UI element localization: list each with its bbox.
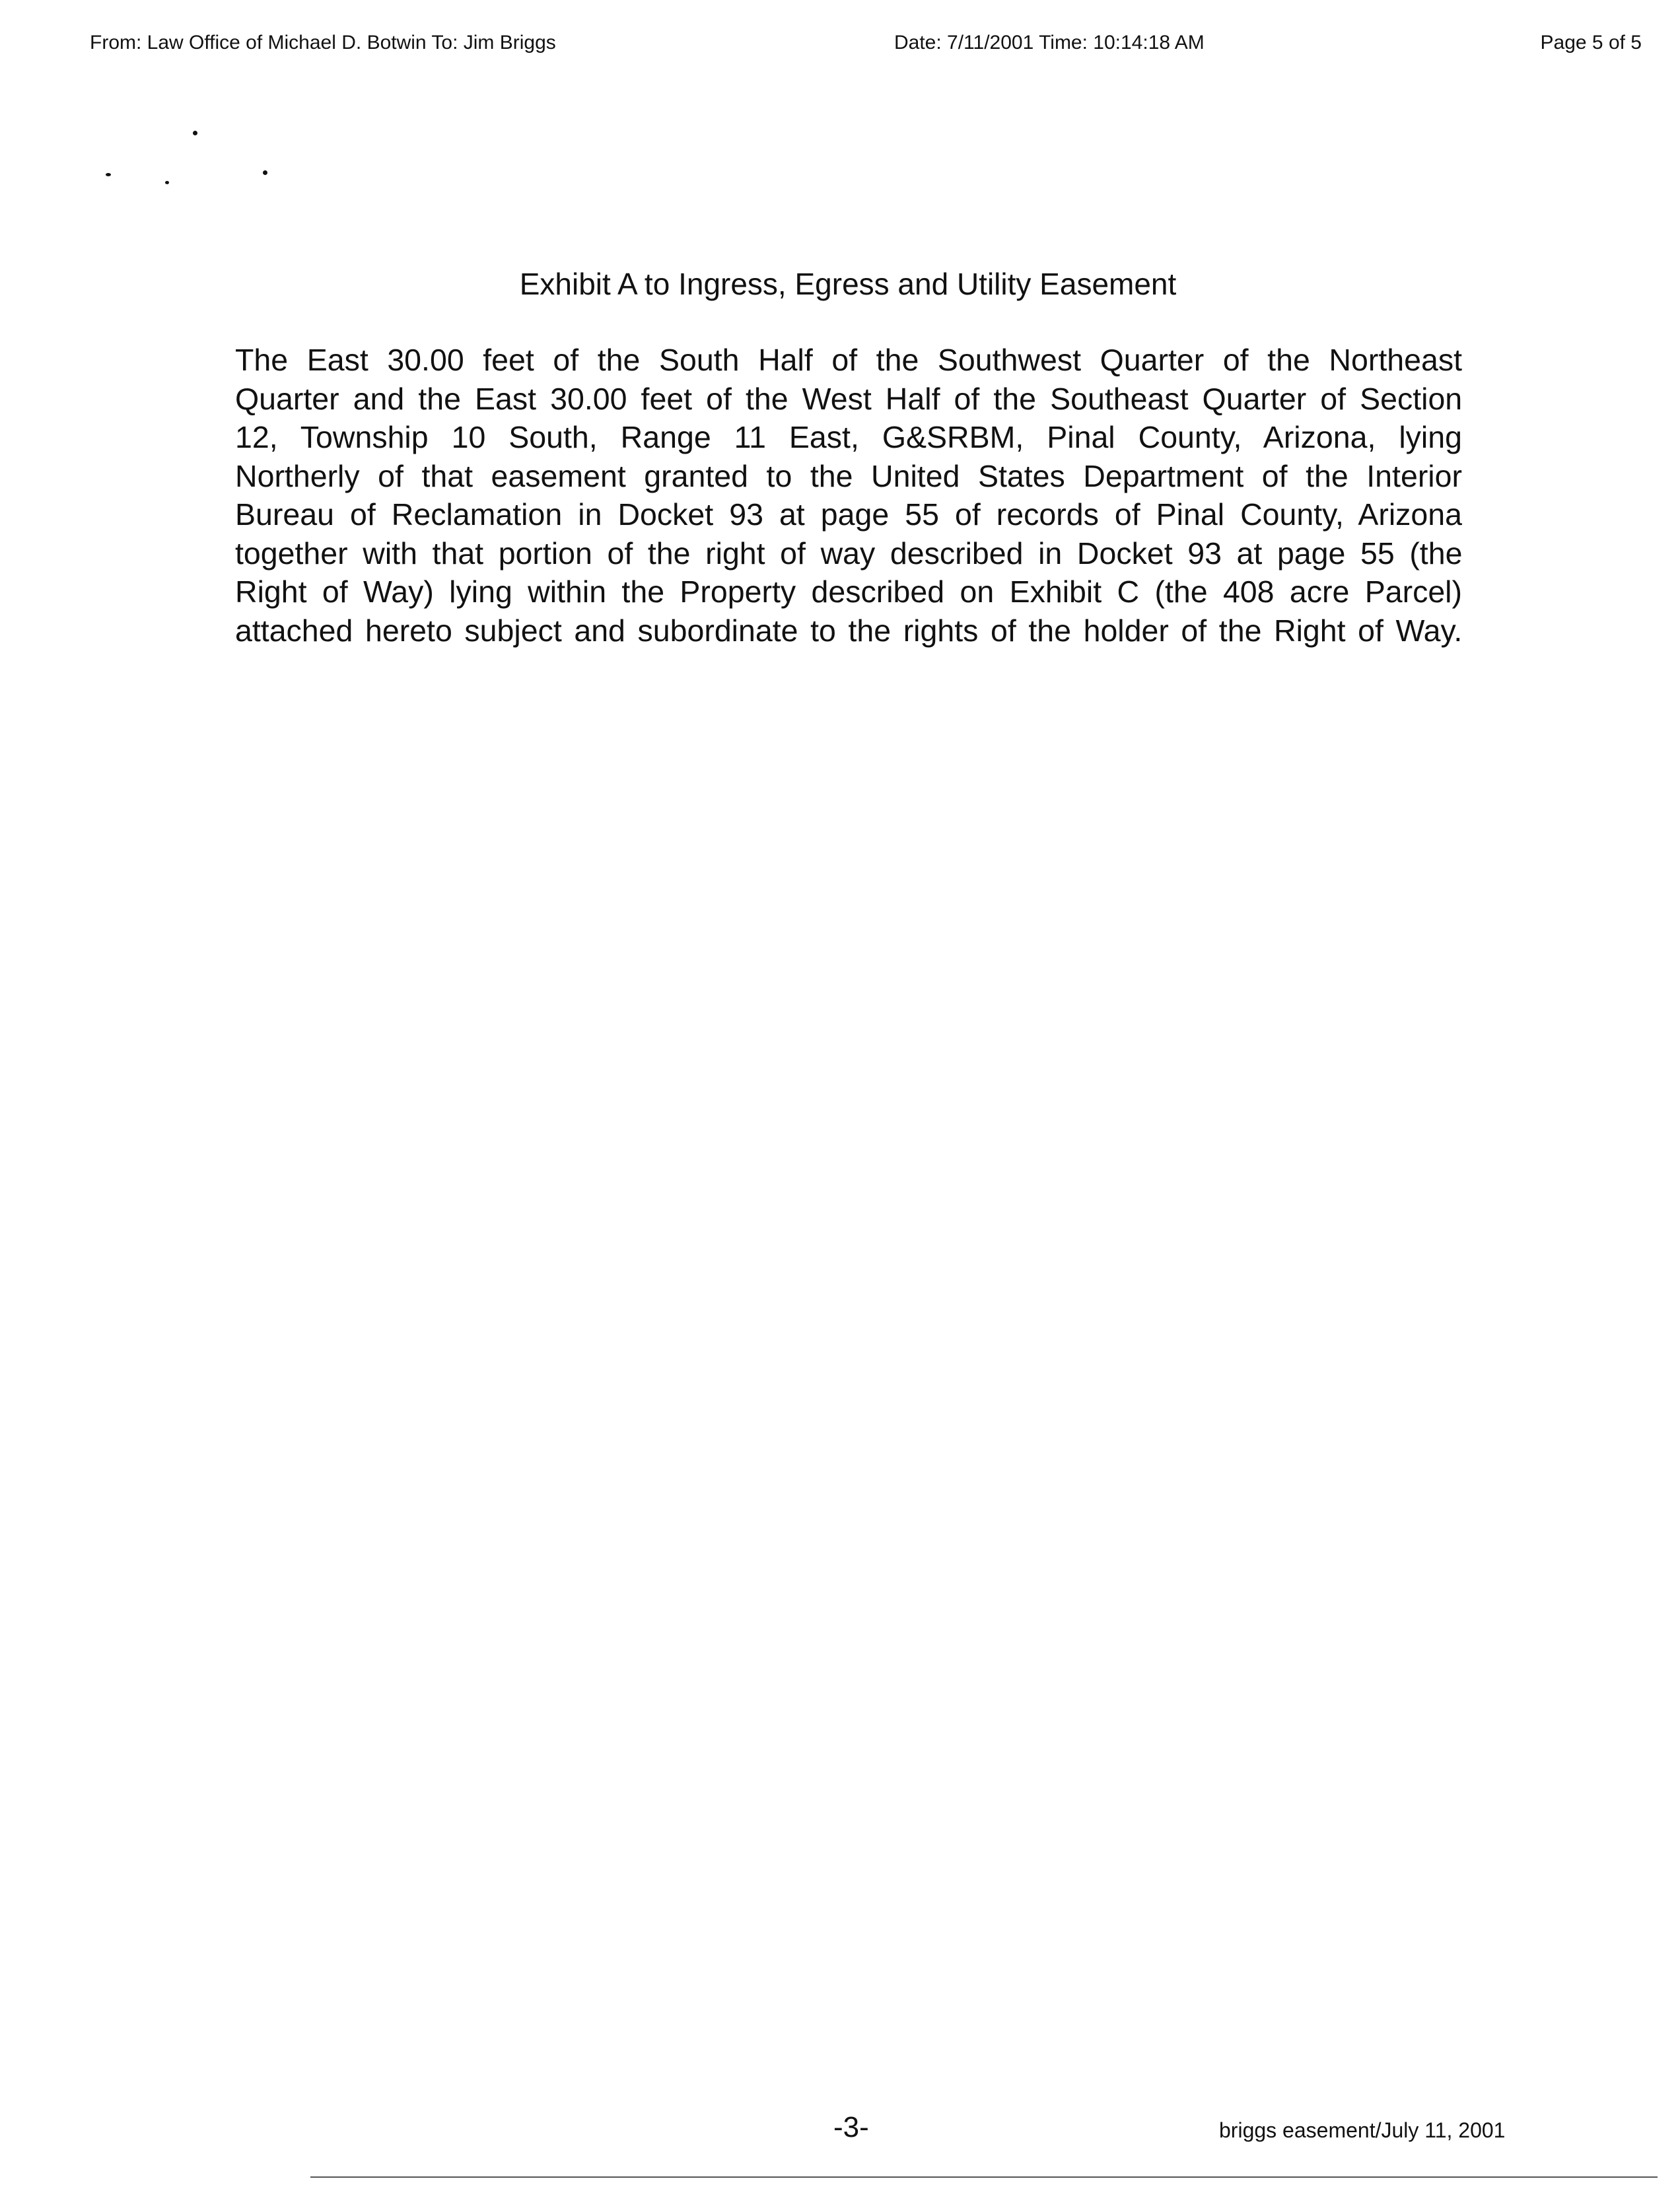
fax-sender-recipient: From: Law Office of Michael D. Botwin To: Jim Briggs bbox=[90, 32, 556, 53]
document-title: Exhibit A to Ingress, Egress and Utility Easement bbox=[519, 267, 1177, 301]
legal-description-line: Quarter and the East 30.00 feet of the West Half of the Southeast Quarter of Section bbox=[235, 381, 1463, 416]
legal-description-line: 12, Township 10 South, Range 11 East, G&SRBM, Pinal County, Arizona, lying bbox=[235, 420, 1462, 454]
legal-description-line: together with that portion of the right of way described in Docket 93 at page 55 (the bbox=[235, 536, 1463, 571]
scan-speck bbox=[165, 181, 169, 184]
legal-description-line: Right of Way) lying within the Property described on Exhibit C (the 408 acre Parcel) bbox=[235, 574, 1462, 609]
legal-description-line: The East 30.00 feet of the South Half of the Southwest Quarter of the Northeast bbox=[235, 343, 1462, 377]
fax-datetime: Date: 7/11/2001 Time: 10:14:18 AM bbox=[894, 32, 1205, 53]
legal-description-line: Bureau of Reclamation in Docket 93 at page 55 of records of Pinal County, Arizona bbox=[235, 497, 1462, 532]
scan-speck bbox=[263, 170, 267, 175]
fax-page-count: Page 5 of 5 bbox=[1540, 32, 1642, 53]
bottom-rule bbox=[310, 2176, 1658, 2178]
scan-speck bbox=[193, 131, 197, 135]
fax-header bbox=[0, 26, 1680, 59]
scan-speck bbox=[106, 173, 111, 176]
legal-description-line: attached hereto subject and subordinate to the rights of the holder of the Right of Way. bbox=[235, 613, 1463, 648]
legal-description bbox=[235, 341, 1462, 650]
page-number: -3- bbox=[833, 2111, 869, 2143]
footer-reference: briggs easement/July 11, 2001 bbox=[1219, 2118, 1506, 2142]
legal-description-line: Northerly of that easement granted to the United States Department of the Interior bbox=[235, 458, 1462, 493]
